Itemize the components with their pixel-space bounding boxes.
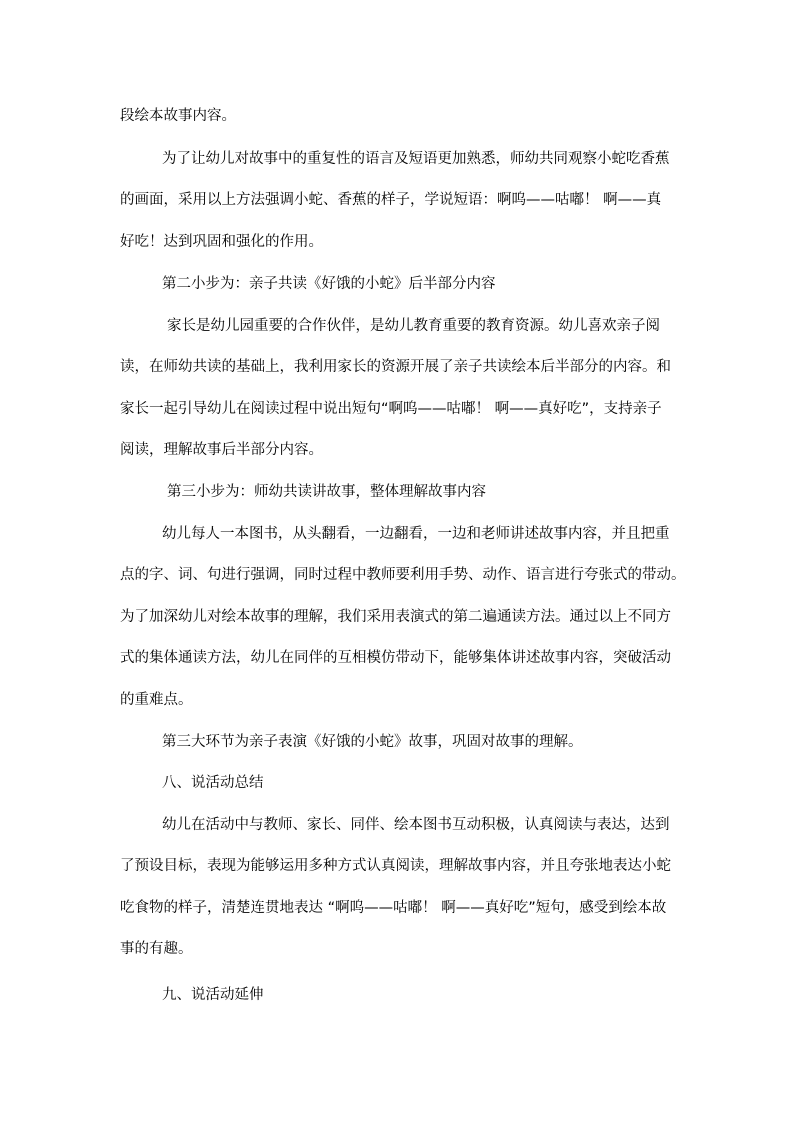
section-heading: 八、说活动总结 — [162, 775, 264, 791]
text-line: 第三大环节为亲子表演《好饿的小蛇》故事，巩固对故事的理解。 — [162, 734, 583, 750]
section-heading: 九、说活动延伸 — [162, 987, 264, 1003]
text-line: 幼儿每人一本图书，从头翻看，一边翻看，一边和老师讲述故事内容，并且把重 — [162, 526, 670, 542]
text-line: 段绘本故事内容。 — [120, 108, 236, 124]
text-line: 好吃！达到巩固和强化的作用。 — [120, 234, 323, 250]
text-line: 为了加深幼儿对绘本故事的理解，我们采用表演式的第二遍通读方法。通过以上不同方 — [120, 609, 671, 625]
text-line: 的重难点。 — [120, 692, 193, 708]
section-heading: 第三小步为：师幼共读讲故事，整体理解故事内容 — [167, 484, 486, 500]
text-line: 吃食物的样子，清楚连贯地表达 “啊呜——咕嘟！ 啊——真好吃”短句，感受到绘本故 — [120, 900, 667, 916]
text-line: 家长一起引导幼儿在阅读过程中说出短句“啊呜——咕嘟！ 啊——真好吃”，支持亲子 — [120, 401, 662, 417]
text-line: 点的字、词、句进行强调，同时过程中教师要利用手势、动作、语言进行夸张式的带动。 — [120, 567, 686, 583]
text-line: 家长是幼儿园重要的合作伙伴，是幼儿教育重要的教育资源。幼儿喜欢亲子阅 — [167, 318, 660, 334]
section-heading: 第二小步为：亲子共读《好饿的小蛇》后半部分内容 — [162, 276, 496, 292]
text-line: 读，在师幼共读的基础上，我利用家长的资源开展了亲子共读绘本后半部分的内容。和 — [120, 359, 671, 375]
text-line: 事的有趣。 — [120, 941, 193, 957]
text-line: 幼儿在活动中与教师、家长、同伴、绘本图书互动积极，认真阅读与表达，达到 — [162, 817, 670, 833]
text-line: 了预设目标，表现为能够运用多种方式认真阅读，理解故事内容，并且夸张地表达小蛇 — [120, 858, 671, 874]
text-line: 式的集体通读方法，幼儿在同伴的互相模仿带动下，能够集体讲述故事内容，突破活动 — [120, 650, 671, 666]
text-line: 阅读，理解故事后半部分内容。 — [120, 442, 323, 458]
text-line: 为了让幼儿对故事中的重复性的语言及短语更加熟悉，师幼共同观察小蛇吃香蕉 — [162, 151, 670, 167]
text-line: 的画面，采用以上方法强调小蛇、香蕉的样子，学说短语：啊呜——咕嘟！ 啊——真 — [120, 192, 662, 208]
